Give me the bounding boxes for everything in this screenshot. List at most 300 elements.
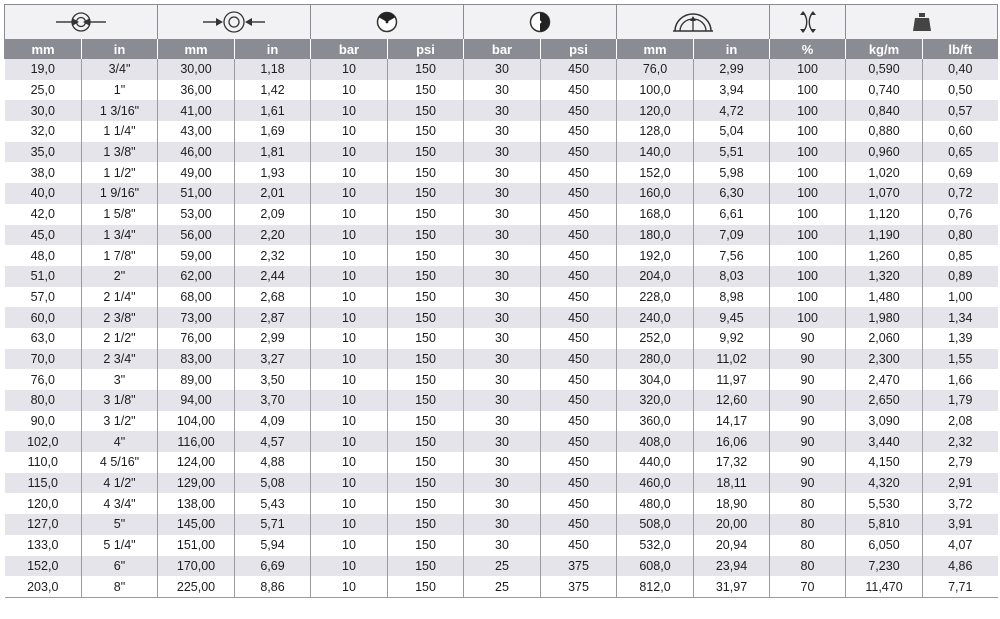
table-cell: 1,190 <box>846 225 923 246</box>
outer-diameter-icon <box>158 5 311 40</box>
table-cell: 450 <box>541 369 617 390</box>
bend-radius-icon <box>617 5 770 40</box>
hose-spec-table <box>4 4 998 598</box>
table-cell: 100,0 <box>617 80 694 101</box>
table-cell: 30 <box>464 121 541 142</box>
table-cell: 151,00 <box>158 535 235 556</box>
table-cell: 30 <box>464 59 541 80</box>
table-cell: 1,480 <box>846 287 923 308</box>
inner-diameter-icon <box>5 5 158 40</box>
table-cell: 375 <box>541 576 617 597</box>
table-cell: 450 <box>541 59 617 80</box>
table-cell: 30,00 <box>158 59 235 80</box>
table-cell: 0,80 <box>923 225 998 246</box>
units-header-row <box>5 39 998 59</box>
table-cell: 6,050 <box>846 535 923 556</box>
table-cell: 180,0 <box>617 225 694 246</box>
table-cell: 0,880 <box>846 121 923 142</box>
table-cell: 450 <box>541 287 617 308</box>
table-cell: 1,070 <box>846 183 923 204</box>
table-cell: 9,92 <box>694 328 770 349</box>
table-cell: 124,00 <box>158 452 235 473</box>
table-cell: 1 5/8" <box>82 204 158 225</box>
table-cell: 11,97 <box>694 369 770 390</box>
table-cell: 0,590 <box>846 59 923 80</box>
table-row <box>5 556 998 577</box>
table-cell: 63,0 <box>5 328 82 349</box>
table-cell: 4" <box>82 431 158 452</box>
table-cell: 1,260 <box>846 245 923 266</box>
table-cell: 120,0 <box>5 493 82 514</box>
table-cell: 1,61 <box>235 100 311 121</box>
table-cell: 450 <box>541 80 617 101</box>
table-cell: 0,69 <box>923 162 998 183</box>
table-cell: 450 <box>541 514 617 535</box>
table-cell: 10 <box>311 80 388 101</box>
table-cell: 812,0 <box>617 576 694 597</box>
table-cell: 1,18 <box>235 59 311 80</box>
table-cell: 2,650 <box>846 390 923 411</box>
table-cell: 5,530 <box>846 493 923 514</box>
table-cell: 35,0 <box>5 142 82 163</box>
weight-icon <box>846 5 998 40</box>
table-cell: 3,27 <box>235 349 311 370</box>
table-cell: 10 <box>311 369 388 390</box>
table-cell: 8,86 <box>235 576 311 597</box>
table-cell: 6,69 <box>235 556 311 577</box>
table-cell: 450 <box>541 307 617 328</box>
table-cell: 2,91 <box>923 473 998 494</box>
table-cell: 150 <box>388 493 464 514</box>
table-cell: 3" <box>82 369 158 390</box>
table-cell: 30 <box>464 493 541 514</box>
table-cell: 450 <box>541 121 617 142</box>
table-cell: 150 <box>388 390 464 411</box>
table-cell: 3/4" <box>82 59 158 80</box>
table-cell: 8,03 <box>694 266 770 287</box>
table-cell: 3,440 <box>846 431 923 452</box>
table-cell: 16,06 <box>694 431 770 452</box>
table-cell: 18,11 <box>694 473 770 494</box>
table-cell: 100 <box>770 225 846 246</box>
table-cell: 320,0 <box>617 390 694 411</box>
table-cell: 14,17 <box>694 411 770 432</box>
table-cell: 508,0 <box>617 514 694 535</box>
table-cell: 48,0 <box>5 245 82 266</box>
table-cell: 30 <box>464 204 541 225</box>
table-cell: 59,00 <box>158 245 235 266</box>
table-cell: 150 <box>388 100 464 121</box>
table-cell: 2 3/4" <box>82 349 158 370</box>
unit-header: kg/m <box>846 39 923 59</box>
table-cell: 225,00 <box>158 576 235 597</box>
table-cell: 10 <box>311 390 388 411</box>
table-cell: 4,86 <box>923 556 998 577</box>
table-cell: 30 <box>464 266 541 287</box>
table-cell: 30 <box>464 431 541 452</box>
table-cell: 440,0 <box>617 452 694 473</box>
table-cell: 70,0 <box>5 349 82 370</box>
table-cell: 80 <box>770 493 846 514</box>
table-cell: 0,65 <box>923 142 998 163</box>
unit-header: in <box>82 39 158 59</box>
table-cell: 10 <box>311 452 388 473</box>
table-cell: 2 1/2" <box>82 328 158 349</box>
table-cell: 170,00 <box>158 556 235 577</box>
table-cell: 450 <box>541 535 617 556</box>
table-cell: 1,39 <box>923 328 998 349</box>
table-cell: 480,0 <box>617 493 694 514</box>
table-cell: 5" <box>82 514 158 535</box>
table-cell: 10 <box>311 349 388 370</box>
table-cell: 450 <box>541 204 617 225</box>
table-row <box>5 59 998 80</box>
table-cell: 304,0 <box>617 369 694 390</box>
table-cell: 42,0 <box>5 204 82 225</box>
table-cell: 10 <box>311 59 388 80</box>
table-cell: 460,0 <box>617 473 694 494</box>
table-cell: 10 <box>311 411 388 432</box>
table-cell: 20,00 <box>694 514 770 535</box>
table-row <box>5 369 998 390</box>
table-cell: 104,00 <box>158 411 235 432</box>
table-row <box>5 287 998 308</box>
table-cell: 30 <box>464 162 541 183</box>
table-cell: 100 <box>770 162 846 183</box>
table-cell: 152,0 <box>5 556 82 577</box>
table-cell: 0,840 <box>846 100 923 121</box>
table-cell: 6" <box>82 556 158 577</box>
table-cell: 203,0 <box>5 576 82 597</box>
table-cell: 0,72 <box>923 183 998 204</box>
table-cell: 30 <box>464 100 541 121</box>
table-cell: 4 3/4" <box>82 493 158 514</box>
table-cell: 5 1/4" <box>82 535 158 556</box>
table-row <box>5 535 998 556</box>
table-cell: 5,71 <box>235 514 311 535</box>
table-cell: 10 <box>311 287 388 308</box>
table-cell: 30 <box>464 514 541 535</box>
table-cell: 5,51 <box>694 142 770 163</box>
table-cell: 90,0 <box>5 411 82 432</box>
table-cell: 1 1/2" <box>82 162 158 183</box>
table-row <box>5 576 998 597</box>
table-cell: 1 3/8" <box>82 142 158 163</box>
table-cell: 30 <box>464 411 541 432</box>
table-cell: 0,40 <box>923 59 998 80</box>
table-cell: 36,00 <box>158 80 235 101</box>
table-cell: 150 <box>388 431 464 452</box>
table-cell: 4,09 <box>235 411 311 432</box>
table-cell: 150 <box>388 369 464 390</box>
table-cell: 240,0 <box>617 307 694 328</box>
table-cell: 10 <box>311 162 388 183</box>
table-cell: 2,470 <box>846 369 923 390</box>
table-cell: 1 1/4" <box>82 121 158 142</box>
table-cell: 5,04 <box>694 121 770 142</box>
table-cell: 204,0 <box>617 266 694 287</box>
table-cell: 11,02 <box>694 349 770 370</box>
table-cell: 1,66 <box>923 369 998 390</box>
table-cell: 20,94 <box>694 535 770 556</box>
table-cell: 2,09 <box>235 204 311 225</box>
table-cell: 532,0 <box>617 535 694 556</box>
table-cell: 150 <box>388 514 464 535</box>
table-cell: 1" <box>82 80 158 101</box>
table-row <box>5 349 998 370</box>
table-cell: 150 <box>388 142 464 163</box>
table-cell: 1,980 <box>846 307 923 328</box>
table-cell: 450 <box>541 100 617 121</box>
table-cell: 90 <box>770 390 846 411</box>
table-cell: 30 <box>464 328 541 349</box>
table-row <box>5 100 998 121</box>
table-cell: 150 <box>388 80 464 101</box>
table-cell: 30 <box>464 245 541 266</box>
table-cell: 9,45 <box>694 307 770 328</box>
table-cell: 7,09 <box>694 225 770 246</box>
table-cell: 80 <box>770 556 846 577</box>
table-body <box>5 59 998 597</box>
table-row <box>5 142 998 163</box>
table-cell: 3 1/2" <box>82 411 158 432</box>
table-cell: 252,0 <box>617 328 694 349</box>
table-row <box>5 452 998 473</box>
table-cell: 145,00 <box>158 514 235 535</box>
table-cell: 450 <box>541 431 617 452</box>
table-cell: 60,0 <box>5 307 82 328</box>
table-cell: 1 3/4" <box>82 225 158 246</box>
table-cell: 100 <box>770 100 846 121</box>
table-cell: 30 <box>464 225 541 246</box>
table-cell: 450 <box>541 183 617 204</box>
table-cell: 5,94 <box>235 535 311 556</box>
table-cell: 150 <box>388 411 464 432</box>
table-row <box>5 493 998 514</box>
table-row <box>5 411 998 432</box>
table-cell: 30 <box>464 307 541 328</box>
table-cell: 450 <box>541 452 617 473</box>
table-cell: 127,0 <box>5 514 82 535</box>
unit-header: in <box>235 39 311 59</box>
table-cell: 4,07 <box>923 535 998 556</box>
table-cell: 2,08 <box>923 411 998 432</box>
table-row <box>5 80 998 101</box>
table-cell: 2,44 <box>235 266 311 287</box>
table-cell: 25 <box>464 556 541 577</box>
table-cell: 10 <box>311 431 388 452</box>
unit-header: psi <box>388 39 464 59</box>
table-cell: 150 <box>388 225 464 246</box>
table-row <box>5 514 998 535</box>
table-cell: 150 <box>388 162 464 183</box>
table-cell: 51,00 <box>158 183 235 204</box>
table-cell: 90 <box>770 452 846 473</box>
table-cell: 4 5/16" <box>82 452 158 473</box>
table-cell: 90 <box>770 369 846 390</box>
table-cell: 30 <box>464 142 541 163</box>
table-cell: 1 7/8" <box>82 245 158 266</box>
table-cell: 150 <box>388 349 464 370</box>
table-cell: 150 <box>388 535 464 556</box>
table-cell: 608,0 <box>617 556 694 577</box>
table-row <box>5 390 998 411</box>
table-cell: 150 <box>388 556 464 577</box>
table-cell: 128,0 <box>617 121 694 142</box>
table-cell: 8" <box>82 576 158 597</box>
table-cell: 2 1/4" <box>82 287 158 308</box>
table-cell: 100 <box>770 245 846 266</box>
table-cell: 0,89 <box>923 266 998 287</box>
table-cell: 100 <box>770 204 846 225</box>
table-row <box>5 183 998 204</box>
table-cell: 38,0 <box>5 162 82 183</box>
table-cell: 150 <box>388 307 464 328</box>
unit-header: lb/ft <box>923 39 998 59</box>
table-cell: 4,72 <box>694 100 770 121</box>
table-cell: 129,00 <box>158 473 235 494</box>
table-cell: 2,79 <box>923 452 998 473</box>
table-cell: 51,0 <box>5 266 82 287</box>
table-cell: 150 <box>388 245 464 266</box>
table-cell: 3,50 <box>235 369 311 390</box>
table-row <box>5 431 998 452</box>
table-cell: 100 <box>770 80 846 101</box>
table-cell: 83,00 <box>158 349 235 370</box>
unit-header: in <box>694 39 770 59</box>
table-cell: 450 <box>541 493 617 514</box>
table-cell: 10 <box>311 225 388 246</box>
table-cell: 7,71 <box>923 576 998 597</box>
table-cell: 10 <box>311 245 388 266</box>
table-cell: 2,87 <box>235 307 311 328</box>
table-row <box>5 473 998 494</box>
table-cell: 25 <box>464 576 541 597</box>
table-cell: 2 3/8" <box>82 307 158 328</box>
table-cell: 80 <box>770 514 846 535</box>
table-cell: 1,69 <box>235 121 311 142</box>
table-cell: 30 <box>464 390 541 411</box>
table-cell: 25,0 <box>5 80 82 101</box>
table-cell: 7,56 <box>694 245 770 266</box>
table-cell: 10 <box>311 493 388 514</box>
table-row <box>5 307 998 328</box>
table-cell: 0,57 <box>923 100 998 121</box>
table-cell: 280,0 <box>617 349 694 370</box>
table-cell: 90 <box>770 411 846 432</box>
table-cell: 115,0 <box>5 473 82 494</box>
table-cell: 23,94 <box>694 556 770 577</box>
table-cell: 10 <box>311 266 388 287</box>
table-cell: 19,0 <box>5 59 82 80</box>
table-cell: 94,00 <box>158 390 235 411</box>
table-cell: 3,090 <box>846 411 923 432</box>
hose-spec-table-container <box>4 4 997 598</box>
table-cell: 2,060 <box>846 328 923 349</box>
table-cell: 1,79 <box>923 390 998 411</box>
table-cell: 10 <box>311 307 388 328</box>
table-cell: 76,00 <box>158 328 235 349</box>
table-cell: 375 <box>541 556 617 577</box>
table-cell: 4 1/2" <box>82 473 158 494</box>
table-cell: 4,57 <box>235 431 311 452</box>
table-cell: 2,32 <box>235 245 311 266</box>
table-cell: 100 <box>770 287 846 308</box>
table-cell: 2,20 <box>235 225 311 246</box>
table-cell: 450 <box>541 142 617 163</box>
table-cell: 1,55 <box>923 349 998 370</box>
table-cell: 90 <box>770 473 846 494</box>
table-cell: 1 3/16" <box>82 100 158 121</box>
table-cell: 150 <box>388 287 464 308</box>
table-cell: 0,60 <box>923 121 998 142</box>
table-cell: 41,00 <box>158 100 235 121</box>
table-cell: 1 9/16" <box>82 183 158 204</box>
table-cell: 450 <box>541 225 617 246</box>
table-cell: 90 <box>770 349 846 370</box>
table-cell: 57,0 <box>5 287 82 308</box>
table-row <box>5 162 998 183</box>
unit-header: mm <box>5 39 82 59</box>
table-cell: 100 <box>770 266 846 287</box>
table-cell: 133,0 <box>5 535 82 556</box>
table-cell: 32,0 <box>5 121 82 142</box>
table-cell: 30 <box>464 183 541 204</box>
table-cell: 450 <box>541 473 617 494</box>
table-cell: 150 <box>388 183 464 204</box>
table-cell: 5,810 <box>846 514 923 535</box>
table-row <box>5 204 998 225</box>
table-cell: 10 <box>311 473 388 494</box>
table-cell: 1,42 <box>235 80 311 101</box>
table-cell: 45,0 <box>5 225 82 246</box>
table-cell: 450 <box>541 162 617 183</box>
table-cell: 3,94 <box>694 80 770 101</box>
table-cell: 30 <box>464 287 541 308</box>
table-cell: 5,43 <box>235 493 311 514</box>
table-cell: 150 <box>388 576 464 597</box>
table-cell: 10 <box>311 121 388 142</box>
table-cell: 150 <box>388 121 464 142</box>
table-row <box>5 266 998 287</box>
burst-pressure-gauge-icon <box>464 5 617 40</box>
table-cell: 2,300 <box>846 349 923 370</box>
table-cell: 30 <box>464 452 541 473</box>
table-cell: 10 <box>311 576 388 597</box>
table-cell: 192,0 <box>617 245 694 266</box>
table-cell: 152,0 <box>617 162 694 183</box>
table-cell: 76,0 <box>617 59 694 80</box>
table-cell: 40,0 <box>5 183 82 204</box>
table-cell: 10 <box>311 100 388 121</box>
table-cell: 30,0 <box>5 100 82 121</box>
table-cell: 76,0 <box>5 369 82 390</box>
table-cell: 18,90 <box>694 493 770 514</box>
table-cell: 30 <box>464 80 541 101</box>
table-cell: 46,00 <box>158 142 235 163</box>
table-cell: 4,88 <box>235 452 311 473</box>
table-cell: 1,93 <box>235 162 311 183</box>
table-row <box>5 245 998 266</box>
table-cell: 70 <box>770 576 846 597</box>
table-cell: 0,76 <box>923 204 998 225</box>
table-cell: 6,30 <box>694 183 770 204</box>
table-cell: 450 <box>541 245 617 266</box>
table-cell: 138,00 <box>158 493 235 514</box>
table-cell: 1,34 <box>923 307 998 328</box>
table-cell: 120,0 <box>617 100 694 121</box>
icon-header-row <box>5 5 998 40</box>
